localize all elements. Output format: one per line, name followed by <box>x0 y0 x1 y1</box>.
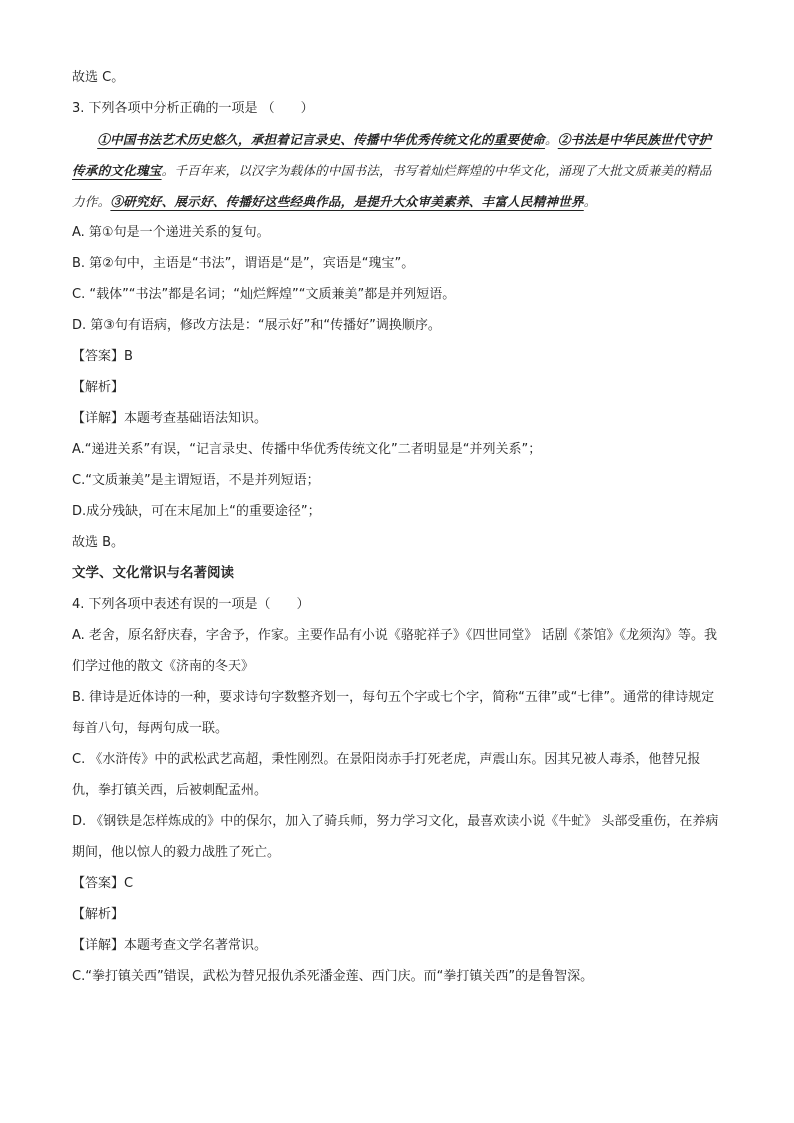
question-4-answer: 【答案】C <box>72 876 134 891</box>
document-page <box>72 62 722 992</box>
question-4-detail: 【详解】本题考查文学名著常识。 <box>72 938 268 953</box>
question-3-detail: 【详解】本题考查基础语法知识。 <box>72 411 268 426</box>
passage-sentence-2: ②书法是中华民族世代守护传承的文化瑰宝 <box>72 132 712 178</box>
prev-answer-conclusion: 故选 C。 <box>72 70 125 85</box>
question-3-option-c: C. “载体”“书法”都是名词；“灿烂辉煌”“文质兼美”都是并列短语。 <box>72 287 456 302</box>
passage-sep-1: 。 <box>544 132 558 147</box>
section-heading: 文学、文化常识与名著阅读 <box>72 565 234 581</box>
passage-sentence-2-rest: 。千百年来，以汉字为载体的中国书法，书写着灿烂辉煌的中华文化，涌现了大批文质兼美的精品力作。 <box>72 163 712 209</box>
question-4-option-b: B. 律诗是近体诗的一种，要求诗句字数整齐划一，每句五个字或七个字，简称“五律”或“七律”。通常的律诗规定每首八句，每两句成一联。 <box>72 690 715 736</box>
passage-sentence-3: ③研究好、展示好、传播好这些经典作品，是提升大众审美素养、丰富人民精神世界 <box>110 194 584 209</box>
question-3-analysis-label: 【解析】 <box>72 380 125 395</box>
question-3-explain-d: D.成分残缺，可在末尾加上“的重要途径”； <box>72 504 321 519</box>
question-4-option-c: C. 《水浒传》中的武松武艺高超，秉性刚烈。在景阳岗赤手打死老虎，声震山东。因其兄被人毒杀，他替兄报仇，拳打镇关西，后被刺配孟州。 <box>72 752 701 798</box>
passage-sentence-1: ①中国书法艺术历史悠久，承担着记言录史、传播中华优秀传统文化的重要使命 <box>97 132 545 147</box>
question-3-stem: 3. 下列各项中分析正确的一项是 （ ） <box>72 101 314 116</box>
question-3-option-d: D. 第③句有语病，修改方法是：“展示好”和“传播好”调换顺序。 <box>72 318 441 333</box>
question-4-option-d: D. 《钢铁是怎样炼成的》中的保尔，加入了骑兵师，努力学习文化，最喜欢读小说《牛虻》 头部受重伤，在养病期间，他以惊人的毅力战胜了死亡。 <box>72 814 719 860</box>
question-4-explain-c: C.“拳打镇关西”错误，武松为替兄报仇杀死潘金莲、西门庆。而“拳打镇关西”的是鲁智深。 <box>72 969 594 984</box>
question-3-option-a: A. 第①句是一个递进关系的复句。 <box>72 225 270 240</box>
question-3-passage <box>72 124 722 217</box>
question-3-option-b: B. 第②句中，主语是“书法”，谓语是“是”，宾语是“瑰宝”。 <box>72 256 415 271</box>
passage-end: 。 <box>583 194 597 209</box>
question-4-analysis-label: 【解析】 <box>72 907 125 922</box>
question-4-option-a: A. 老舍，原名舒庆春，字舍予，作家。主要作品有小说《骆驼祥子》《四世同堂》 话剧《茶馆》《龙须沟》等。我们学过他的散文《济南的冬天》 <box>72 628 718 674</box>
question-3-explain-a: A.“递进关系”有误，“记言录史、传播中华优秀传统文化”二者明显是“并列关系”； <box>72 442 542 457</box>
question-4-stem: 4. 下列各项中表述有误的一项是（ ） <box>72 597 310 612</box>
question-3-answer: 【答案】B <box>72 349 133 364</box>
question-3-explain-c: C.“文质兼美”是主谓短语，不是并列短语； <box>72 473 320 488</box>
question-3-conclusion: 故选 B。 <box>72 535 125 550</box>
